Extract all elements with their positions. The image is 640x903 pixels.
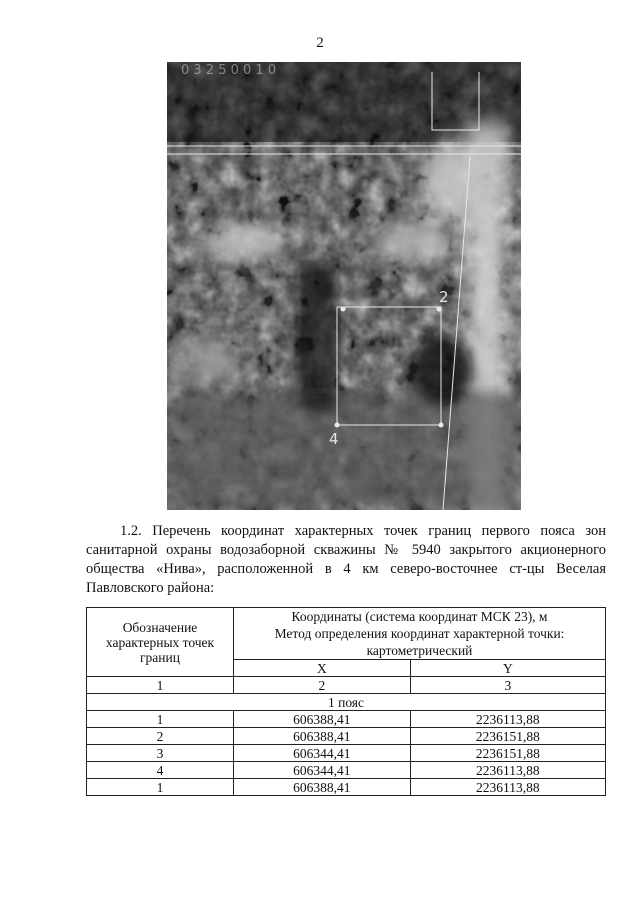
table-row xyxy=(87,728,606,745)
aerial-map-image xyxy=(167,62,521,510)
header-point-designation: Обозначение характерных точек границ xyxy=(87,608,234,677)
header-x: X xyxy=(234,660,411,677)
header-coordinates xyxy=(234,608,606,660)
section-label: 1 пояс xyxy=(87,694,606,711)
column-number: 3 xyxy=(410,677,605,694)
point-cell: 2 xyxy=(87,728,234,745)
paragraph-1-2: 1.2. Перечень координат характерных точек границ первого пояса зон санитарной охраны водозаборной скважины № 5940 закрытого акционерного общества «Нива», расположенной в 4 км северо-восточнее ст-цы Веселая Павловского района: xyxy=(86,523,606,596)
x-cell: 606388,41 xyxy=(234,711,411,728)
column-number: 2 xyxy=(234,677,411,694)
page-number: 2 xyxy=(316,35,324,51)
map-point-label: 4 xyxy=(329,430,339,448)
table-row xyxy=(87,762,606,779)
header-coordinates-line1: Координаты (система координат МСК 23), м xyxy=(291,609,548,624)
point-cell: 4 xyxy=(87,762,234,779)
y-cell: 2236113,88 xyxy=(410,762,605,779)
x-cell: 606388,41 xyxy=(234,728,411,745)
point-cell: 1 xyxy=(87,711,234,728)
y-cell: 2236151,88 xyxy=(410,745,605,762)
map-point-label: 2 xyxy=(439,288,449,306)
y-cell: 2236151,88 xyxy=(410,728,605,745)
table-section-row xyxy=(87,694,606,711)
column-number: 1 xyxy=(87,677,234,694)
y-cell: 2236113,88 xyxy=(410,711,605,728)
header-coordinates-line2: Метод определения координат характерной точки: картометрический xyxy=(274,626,565,658)
header-y: Y xyxy=(410,660,605,677)
point-cell: 1 xyxy=(87,779,234,796)
table-row xyxy=(87,745,606,762)
x-cell: 606344,41 xyxy=(234,762,411,779)
coordinates-table xyxy=(86,607,606,796)
table-column-numbers-row xyxy=(87,677,606,694)
y-cell: 2236113,88 xyxy=(410,779,605,796)
table-header-row xyxy=(87,608,606,660)
svg-text:0 3 2 5 0 0 1 0: 0 3 2 5 0 0 1 0 xyxy=(181,63,277,78)
x-cell: 606344,41 xyxy=(234,745,411,762)
point-cell: 3 xyxy=(87,745,234,762)
table-row xyxy=(87,711,606,728)
x-cell: 606388,41 xyxy=(234,779,411,796)
table-row xyxy=(87,779,606,796)
